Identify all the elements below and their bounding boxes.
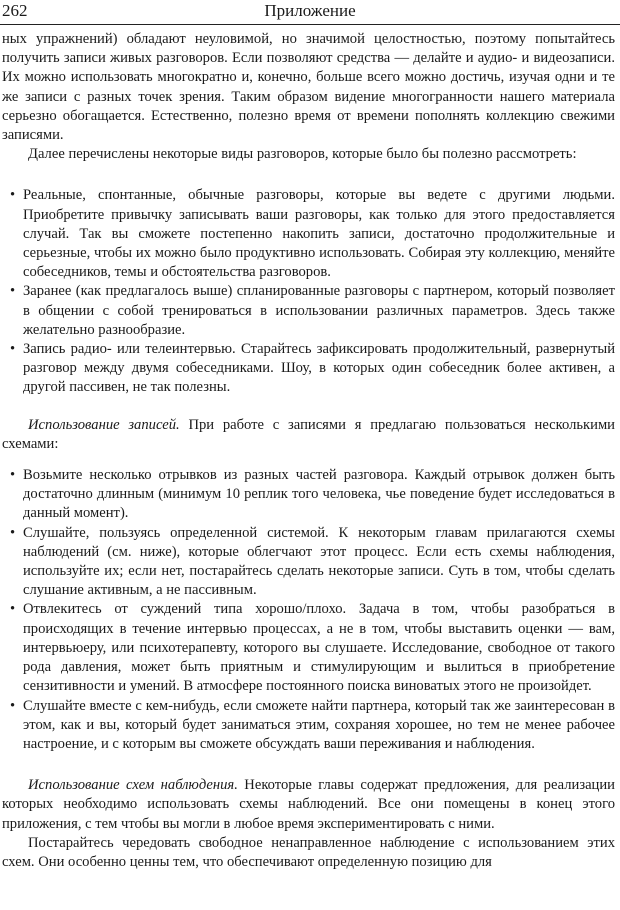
list-item: • Слушайте, пользуясь определенной системой. К некоторым главам прилагаются схемы наблюдений (см. ниже), которые облегчают этот процесс. Если есть схемы наблюдения, используйте их; если нет, постарайтесь сделать некоторые записи. Суть в том, чтобы сделать слушание активным, а не пассивным. — [23, 524, 615, 601]
section-text: При работе с записями я предлагаю пользоваться несколькими схемами: — [2, 416, 615, 452]
list-item: • Реальные, спонтанные, обычные разговоры, которые вы ведете с другими людьми. Приобретите привычку записывать ваши разговоры, как только для этого предоставляется случай. Так вы сможете постепенно накопить записи, достаточно продолжительные и серьезные, чтобы их можно было продуктивно использовать. Собирая эту коллекцию, меняйте собеседников, темы и обстоятельства разговоров. — [23, 186, 615, 282]
list-item: • Заранее (как предлагалось выше) спланированные разговоры с партнером, который позволяет в общении с собой тренироваться в использовании различных параметров. Здесь также желательно разнообразие. — [23, 282, 615, 340]
page-header — [0, 0, 620, 24]
list-item: • Слушайте вместе с кем-нибудь, если сможете найти партнера, который так же заинтересован в этом, как и вы, который будет заниматься этим, сохраняя хорошее, но тем не менее рабочее настроение, и с которым вы сможете обсуждать ваши переживания и наблюдения. — [23, 697, 615, 755]
section-observation-schemes — [2, 776, 615, 834]
section-text: Некоторые главы содержат предложения, для реализации которых необходимо использовать схемы наблюдений. Все они помещены в конец этого приложения, с тем чтобы вы могли в любое время экспериментировать с ними. — [2, 777, 615, 832]
section-heading: Использование схем наблюдения. — [28, 777, 238, 794]
list-item: • Возьмите несколько отрывков из разных частей разговора. Каждый отрывок должен быть достаточно длинным (минимум 10 реплик того человека, чье поведение будет исследоваться в данный момент). — [23, 466, 615, 524]
list-item: • Запись радио- или телеинтервью. Старайтесь зафиксировать продолжительный, развернутый разговор между двумя собеседниками. Шоу, в которых один собеседник более активен, а другой пассивен, не так полезны. — [23, 340, 615, 398]
list-item: • Отвлекитесь от суждений типа хорошо/плохо. Задача в том, чтобы разобраться в происходящих в течение интервью процессах, а не в том, чтобы выставить оценки — вам, интервьюеру, или психотерапевту, которого вы слушаете. Исследование, свободное от такого рода давления, может быть приятным и стимулирующим и вылиться в приобретение сензитивности и умений. В атмосфере постоянного поиска виноватых этого не произойдет. — [23, 600, 615, 696]
paragraph-intro-list: Далее перечислены некоторые виды разговоров, которые было бы полезно рассмотреть: — [28, 146, 577, 163]
page-body — [2, 30, 615, 872]
paragraph-continuation: ных упражнений) обладают неуловимой, но значимой целостностью, поэтому попытайтесь получить записи живых разговоров. Если позволяют средства — делайте и аудио- и видеозаписи. Их можно использовать многократно и, конечно, больше всего можно достичь, изучая одни и те же записи с разных точек зрения. Таким образом видение многогранности нашего материала серьезно обогащается. Естественно, полезно время от времени пополнять коллекцию свежими записями. — [2, 31, 615, 144]
conversation-types-list — [2, 186, 615, 397]
recording-schemes-list — [2, 466, 615, 754]
paragraph-last: Постарайтесь чередовать свободное ненаправленное наблюдение с использованием этих схем. Они особенно ценны тем, что обеспечивают определенную позицию для — [2, 834, 615, 870]
running-title: Приложение — [264, 1, 356, 20]
page-number: 262 — [2, 1, 28, 20]
header-rule — [0, 24, 620, 25]
section-recordings — [2, 416, 615, 454]
section-heading: Использование записей. — [28, 416, 180, 433]
